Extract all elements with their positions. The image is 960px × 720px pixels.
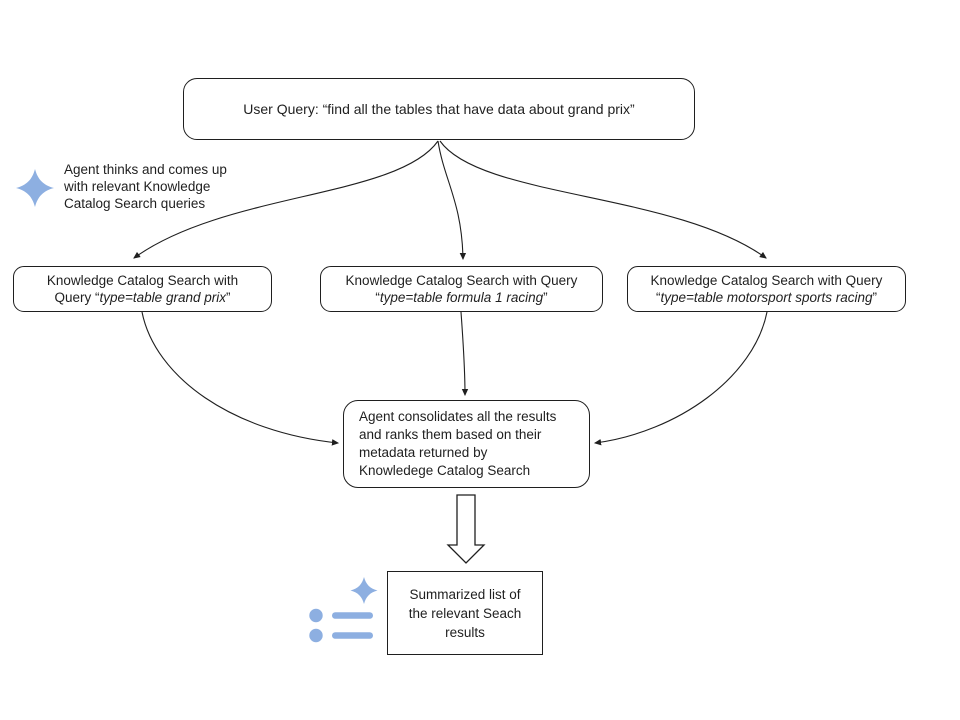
- consolidate-line: Agent consolidates all the results: [359, 409, 557, 424]
- search-node-line1: Knowledge Catalog Search with Query: [345, 273, 578, 288]
- search-node-grand-prix: [13, 266, 272, 312]
- consolidate-line: metadata returned by: [359, 445, 488, 460]
- block-down-arrow: [448, 495, 484, 563]
- search-node-line1: Knowledge Catalog Search with Query: [650, 273, 883, 288]
- annotation-line: with relevant Knowledge: [64, 179, 211, 194]
- search-query-italic: type=table formula 1 racing: [379, 290, 544, 305]
- search-node-line1: Knowledge Catalog Search with: [46, 273, 239, 288]
- summary-node: [387, 571, 543, 655]
- search-node-motorsport: [627, 266, 906, 312]
- summarize-icon: [300, 572, 386, 652]
- arrow-search2-to-consolidate: [461, 312, 465, 395]
- search-node-line2: Query “type=table grand prix”: [54, 290, 231, 305]
- annotation-line: Agent thinks and comes up: [64, 162, 227, 177]
- arrow-search1-to-consolidate: [142, 312, 338, 443]
- search-node-line2: “type=table formula 1 racing”: [375, 290, 548, 305]
- summary-line: Summarized list of: [409, 586, 521, 602]
- arrow-query-to-search3: [440, 141, 766, 258]
- summary-line: the relevant Seach: [408, 605, 522, 621]
- user-query-node: [183, 78, 695, 140]
- search-query-italic: type=table motorsport sports racing: [660, 290, 873, 305]
- search-node-line2: “type=table motorsport sports racing”: [656, 290, 877, 305]
- user-query-text: User Query: “find all the tables that have data about grand prix”: [243, 100, 635, 117]
- search-node-formula1: [320, 266, 603, 312]
- search-query-italic: type=table grand prix: [99, 290, 226, 305]
- sparkle-icon: [16, 169, 54, 207]
- annotation-line: Catalog Search queries: [64, 196, 206, 211]
- arrow-search3-to-consolidate: [595, 312, 767, 443]
- consolidate-node: [343, 400, 590, 488]
- consolidate-line: Knowledege Catalog Search: [359, 463, 531, 478]
- summary-line: results: [445, 624, 485, 640]
- agent-thinks-annotation: [64, 161, 274, 212]
- consolidate-line: and ranks them based on their: [359, 427, 542, 442]
- arrow-query-to-search2: [438, 141, 463, 259]
